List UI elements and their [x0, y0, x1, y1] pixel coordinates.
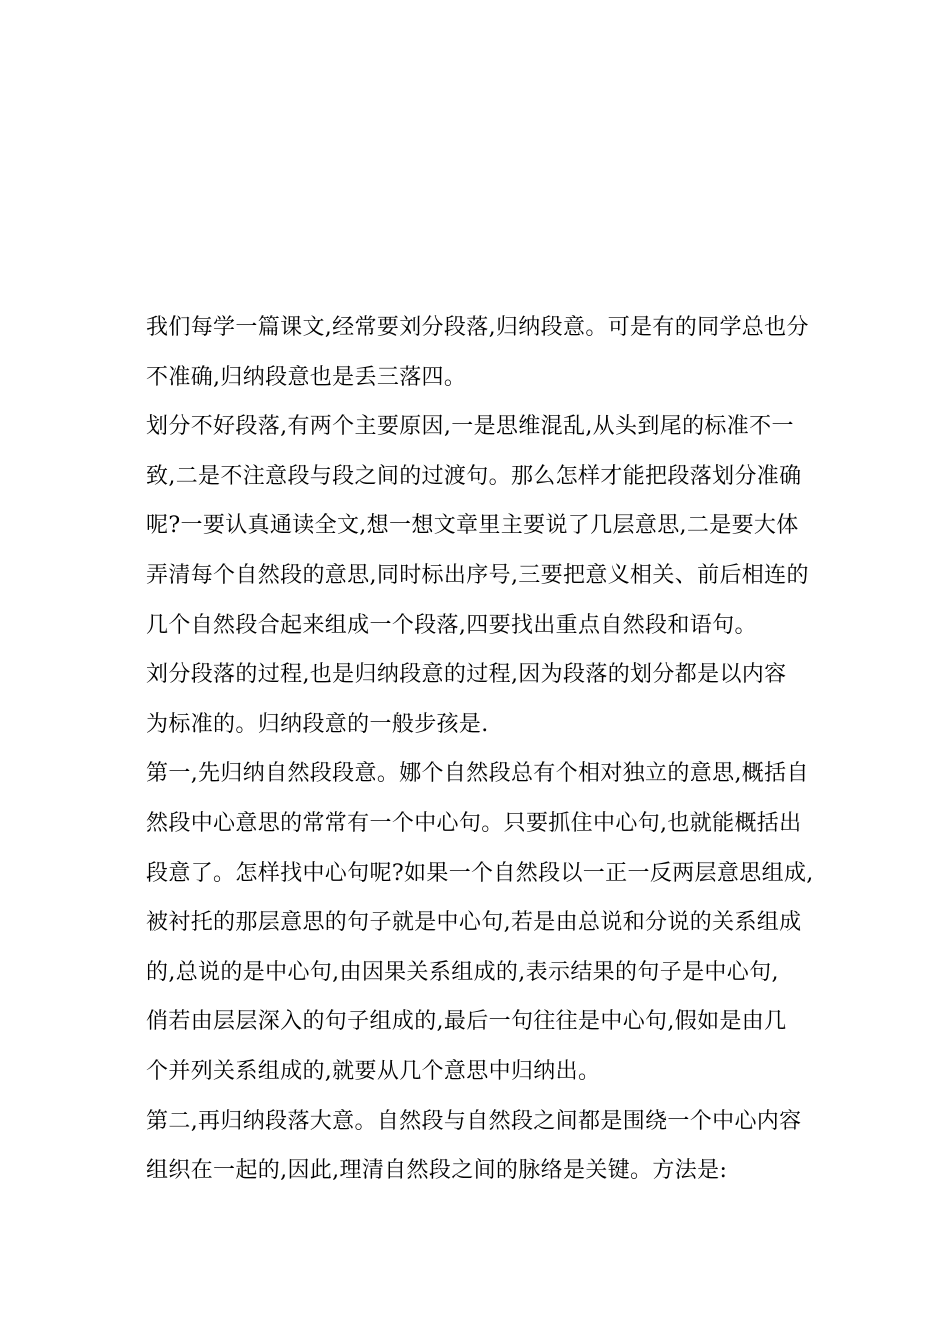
text-line: 不准确,归纳段意也是丢三落四。 [146, 364, 467, 390]
text-line: 几个自然段合起来组成一个段落,四要找出重点自然段和语句。 [146, 612, 757, 638]
text-line: 俏若由层层深入的句子组成的,最后一句往往是中心句,假如是由几 [146, 1009, 787, 1035]
text-line: 刘分段落的过程,也是归纳段意的过程,因为段落的划分都是以内容 [146, 662, 787, 688]
text-line: 组织在一起的,因此,理清自然段之间的脉络是关键。方法是: [146, 1158, 728, 1184]
text-line: 第二,再归纳段落大意。自然段与自然段之间都是围绕一个中心内容 [146, 1108, 802, 1134]
text-line: 呢?一要认真通读全文,想一想文章里主要说了几层意思,二是要大体 [146, 513, 799, 539]
text-line: 为标准的。归纳段意的一般步孩是. [146, 711, 489, 737]
text-line: 划分不好段落,有两个主要原因,一是思维混乱,从头到尾的标准不一 [146, 414, 794, 440]
text-line: 第一,先归纳自然段段意。娜个自然段总有个相对独立的意思,概括自 [146, 761, 809, 787]
body-text [146, 303, 814, 1196]
text-line: 个并列关系组成的,就要从几个意思中归纳出。 [146, 1058, 601, 1084]
text-line: 段意了。怎样找中心句呢?如果一个自然段以一正一反两层意思组成, [146, 860, 814, 886]
text-line: 弄清每个自然段的意思,同时标出序号,三要把意义相关、前后相连的 [146, 562, 809, 588]
text-line: 然段中心意思的常常有一个中心句。只要抓住中心句,也就能概括出 [146, 810, 802, 836]
text-line: 被衬托的那层意思的句子就是中心句,若是由总说和分说的关系组成 [146, 910, 802, 936]
text-line: 我们每学一篇课文,经常要刘分段落,归纳段意。可是有的同学总也分 [146, 315, 809, 340]
text-line: 的,总说的是中心句,由因果关系组成的,表示结果的句子是中心句, [146, 959, 779, 985]
text-line: 致,二是不注意段与段之间的过渡句。那么怎样才能把段落划分准确 [146, 463, 802, 489]
